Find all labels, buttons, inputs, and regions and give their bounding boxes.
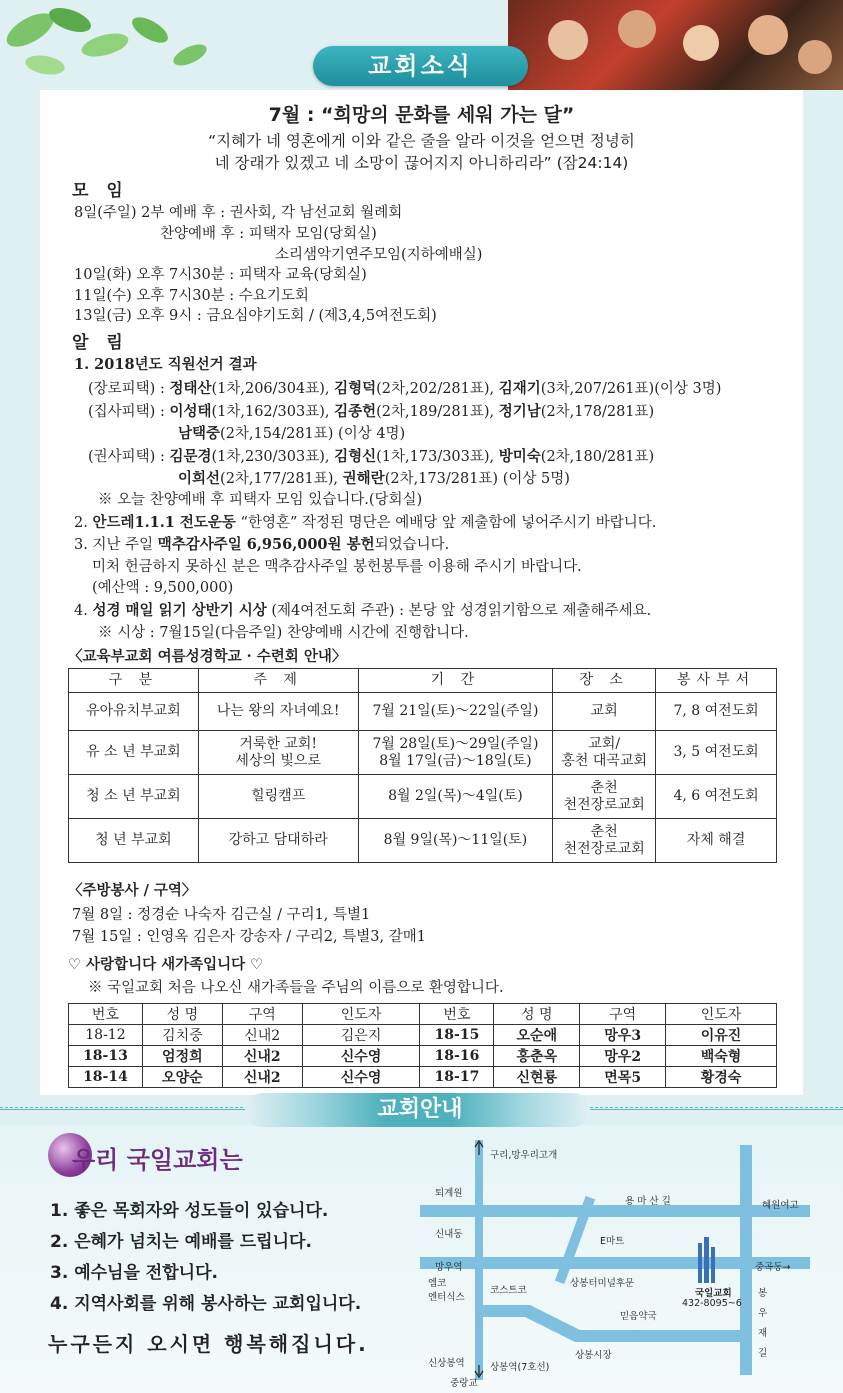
notice-3-line-3: (예산액 : 9,500,000) <box>92 580 234 596</box>
newcomer-header-cell: 성 명 <box>494 1004 580 1025</box>
meeting-line: 11일(수) 오후 7시30분 : 수요기도회 <box>74 288 309 304</box>
leaves-decoration <box>0 0 230 90</box>
newcomer-cell: 신내2 <box>222 1046 302 1067</box>
church-point: 3. 예수님을 전합니다. <box>50 1263 218 1283</box>
verse-line-2: 네 장래가 있겠고 네 소망이 끊어지지 아니하리라” (잠24:14) <box>214 154 629 172</box>
newcomer-row <box>69 1046 777 1067</box>
newcomers-table <box>68 1003 777 1088</box>
newcomer-cell: 망우3 <box>580 1025 666 1046</box>
map-label-north: 구리,망우리고개 <box>490 1150 558 1161</box>
kwonsa-results-2: 이희선(2차,177/281표), 권해란(2차,173/281표) (이상 5명) <box>178 470 570 487</box>
camp-cell: 8월 9일(목)～11일(토) <box>358 819 553 863</box>
map-label-pharmacy: 믿음약국 <box>620 1311 657 1322</box>
map-label-jungnang: 중랑교 <box>450 1378 478 1389</box>
camp-cell: 거룩한 교회! 세상의 빛으로 <box>198 731 358 775</box>
map-label-bong: 재 <box>758 1328 768 1339</box>
camp-header-cell: 기 간 <box>358 669 553 693</box>
kitchen-line: 7월 8일 : 정경순 나숙자 김근실 / 구리1, 특별1 <box>72 907 371 923</box>
map-label-sinsang: 신상봉역 <box>428 1358 465 1369</box>
camp-row <box>69 693 777 731</box>
meeting-line: 10일(화) 오후 7시30분 : 피택자 교육(당회실) <box>74 267 367 283</box>
camp-row <box>69 819 777 863</box>
newcomer-cell: 신수영 <box>302 1067 420 1088</box>
camp-cell: 유 소 년 부교회 <box>69 731 199 775</box>
elder-results: (장로피택) : 정태산(1차,206/304표), 김형덕(2차,202/281표), 김재기(3차,207/261표)(이상 3명) <box>88 380 722 397</box>
choir-photo <box>508 0 843 90</box>
newcomer-cell: 김치중 <box>142 1025 222 1046</box>
church-intro-title: 우리 국일교회는 <box>72 1146 243 1174</box>
camp-cell: 8월 2일(목)～4일(토) <box>358 775 553 819</box>
meeting-line: 소리샘악기연주모임(지하예배실) <box>275 247 483 263</box>
newcomer-cell: 신현룡 <box>494 1067 580 1088</box>
church-point: 4. 지역사회를 위해 봉사하는 교회입니다. <box>50 1294 362 1314</box>
notices-heading: 알 림 <box>72 333 129 353</box>
camp-cell: 3, 5 여전도회 <box>656 731 777 775</box>
guide-banner <box>245 1093 590 1127</box>
newcomer-cell: 18-14 <box>69 1067 143 1088</box>
notice-3: 3. 지난 주일 맥추감사주일 6,956,000원 봉헌되었습니다. <box>74 536 450 553</box>
camp-cell: 춘천 천전장로교회 <box>553 819 656 863</box>
map-label-bong: 길 <box>758 1348 768 1359</box>
camp-cell: 7월 28일(토)～29일(주일) 8월 17일(금)～18일(토) <box>358 731 553 775</box>
map-label-bong: 봉 <box>758 1288 768 1299</box>
newcomer-cell: 18-13 <box>69 1046 143 1067</box>
header-title: 교회소식 <box>313 46 528 86</box>
newcomer-header-cell: 인도자 <box>666 1004 777 1025</box>
guide-banner-title: 교회안내 <box>377 1097 463 1122</box>
camp-header-cell: 봉사부서 <box>656 669 777 693</box>
newcomer-row <box>69 1067 777 1088</box>
welcome-message: 누구든지 오시면 행복해집니다. <box>48 1332 369 1356</box>
newcomer-header-cell: 구역 <box>222 1004 302 1025</box>
newcomer-cell: 신수영 <box>302 1046 420 1067</box>
camp-cell: 유아유치부교회 <box>69 693 199 731</box>
newcomer-cell: 김은지 <box>302 1025 420 1046</box>
deacon-results: (집사피택) : 이성태(1차,162/303표), 김종헌(2차,189/281표), 정기남(2차,178/281표) <box>88 403 655 420</box>
map-label-bong: 우 <box>758 1308 768 1319</box>
map-label-terminal: 상봉터미널후문 <box>570 1278 635 1289</box>
map-label-phone: 432-8095~6 <box>682 1298 742 1309</box>
church-point: 2. 은혜가 넘치는 예배를 드립니다. <box>50 1232 312 1252</box>
notice-2: 2. 안드레1.1.1 전도운동 “한영혼” 작정된 명단은 예배당 앞 제출함에 넣어주시기 바랍니다. <box>74 514 657 531</box>
notice-1-note: ※ 오늘 찬양예배 후 피택자 모임 있습니다.(당회실) <box>98 492 423 508</box>
notice-1-title: 1. 2018년도 직원선거 결과 <box>74 356 257 373</box>
kitchen-line: 7월 15일 : 인영옥 김은자 강송자 / 구리2, 특별3, 갈매1 <box>72 929 426 945</box>
meeting-line: 13일(금) 오후 9시 : 금요심야기도회 / (제3,4,5여전도회) <box>74 308 437 324</box>
camp-cell: 청 년 부교회 <box>69 819 199 863</box>
notice-4: 4. 성경 매일 읽기 상반기 시상 (제4여전도회 주관) : 본당 앞 성경읽기함으로 제출해주세요. <box>74 602 652 619</box>
map-label-sinnae: 신내동 <box>435 1229 463 1240</box>
camp-cell: 7, 8 여전도회 <box>656 693 777 731</box>
camp-cell: 교회/ 홍천 대곡교회 <box>553 731 656 775</box>
kwonsa-results: (권사피택) : 김문경(1차,230/303표), 김형신(1차,173/303표), 방미숙(2차,180/281표) <box>88 448 655 465</box>
newcomer-header-cell: 번호 <box>69 1004 143 1025</box>
camp-cell: 나는 왕의 자녀예요! <box>198 693 358 731</box>
newcomer-header-cell: 인도자 <box>302 1004 420 1025</box>
newcomer-cell: 면목5 <box>580 1067 666 1088</box>
camp-row <box>69 731 777 775</box>
map-label-emart: E마트 <box>600 1236 625 1247</box>
camp-cell: 자체 해결 <box>656 819 777 863</box>
kitchen-heading: 〈주방봉사 / 구역〉 <box>68 882 197 899</box>
notice-4-note: ※ 시상 : 7월15일(다음주일) 찬양예배 시간에 진행합니다. <box>98 625 469 641</box>
map-label-costco: 코스트코 <box>490 1285 527 1296</box>
newcomer-cell: 이유진 <box>666 1025 777 1046</box>
camp-header-cell: 장 소 <box>553 669 656 693</box>
camp-heading: 〈교육부교회 여름성경학교 · 수련회 안내〉 <box>68 648 347 665</box>
newcomer-cell: 엄정희 <box>142 1046 222 1067</box>
newcomer-header-cell: 번호 <box>420 1004 494 1025</box>
notice-3-line-2: 미처 헌금하지 못하신 분은 맥추감사주일 봉헌봉투를 이용해 주시기 바랍니다. <box>92 559 582 575</box>
camp-cell: 춘천 천전장로교회 <box>553 775 656 819</box>
deacon-results-2: 남택중(2차,154/281표) (이상 4명) <box>178 425 406 442</box>
camp-cell: 4, 6 여전도회 <box>656 775 777 819</box>
newcomer-cell: 황경숙 <box>666 1067 777 1088</box>
newcomer-row <box>69 1025 777 1046</box>
newcomer-cell: 18-17 <box>420 1067 494 1088</box>
camp-cell: 강하고 담대하라 <box>198 819 358 863</box>
map-label-emco: 엠코 엔터식스 <box>428 1278 465 1303</box>
newcomer-cell: 신내2 <box>222 1025 302 1046</box>
newcomer-cell: 오순애 <box>494 1025 580 1046</box>
newcomer-cell: 신내2 <box>222 1067 302 1088</box>
newcomers-note: ※ 국일교회 처음 나오신 새가족들을 주님의 이름으로 환영합니다. <box>88 980 504 996</box>
map-label-road: 용 마 산 길 <box>625 1196 671 1207</box>
camp-row <box>69 775 777 819</box>
camp-header-cell: 구 분 <box>69 669 199 693</box>
map-label-junggok: 중곡동→ <box>755 1262 791 1273</box>
newcomer-cell: 망우2 <box>580 1046 666 1067</box>
map-label-toegyewon: 퇴계원 <box>435 1188 463 1199</box>
map-label-hyewon: 혜원여고 <box>762 1200 799 1211</box>
map-label-market: 상봉시장 <box>575 1350 612 1361</box>
newcomer-cell: 18-15 <box>420 1025 494 1046</box>
meetings-heading: 모 임 <box>72 181 129 201</box>
location-map <box>420 1135 825 1389</box>
newcomer-cell: 18-12 <box>69 1025 143 1046</box>
church-point: 1. 좋은 목회자와 성도들이 있습니다. <box>50 1201 329 1221</box>
newcomers-heading: ♡ 사랑합니다 새가족입니다 ♡ <box>68 956 264 973</box>
newcomer-header-cell: 구역 <box>580 1004 666 1025</box>
newcomer-cell: 백숙형 <box>666 1046 777 1067</box>
newcomer-cell: 18-16 <box>420 1046 494 1067</box>
camp-cell: 7월 21일(토)～22일(주일) <box>358 693 553 731</box>
map-label-mangu: 망우역 <box>435 1262 463 1273</box>
verse-line-1: “지혜가 네 영혼에게 이와 같은 줄을 알라 이것을 얻으면 정녕히 <box>208 132 635 150</box>
camp-table <box>68 668 777 863</box>
newcomer-cell: 홍춘옥 <box>494 1046 580 1067</box>
map-label-sangbong: 상봉역(7호선) <box>490 1362 550 1373</box>
meeting-line: 찬양예배 후 : 피택자 모임(당회실) <box>160 226 377 242</box>
camp-cell: 힐링캠프 <box>198 775 358 819</box>
camp-header-cell: 주 제 <box>198 669 358 693</box>
camp-cell: 청 소 년 부교회 <box>69 775 199 819</box>
camp-cell: 교회 <box>553 693 656 731</box>
newcomer-header-cell: 성 명 <box>142 1004 222 1025</box>
meeting-line: 8일(주일) 2부 예배 후 : 권사회, 각 남선교회 월례회 <box>74 205 403 221</box>
monthly-theme: 7월 : “희망의 문화를 세워 가는 달” <box>268 104 575 126</box>
newcomer-cell: 오양순 <box>142 1067 222 1088</box>
map-label-church: 국일교회 <box>695 1288 732 1299</box>
